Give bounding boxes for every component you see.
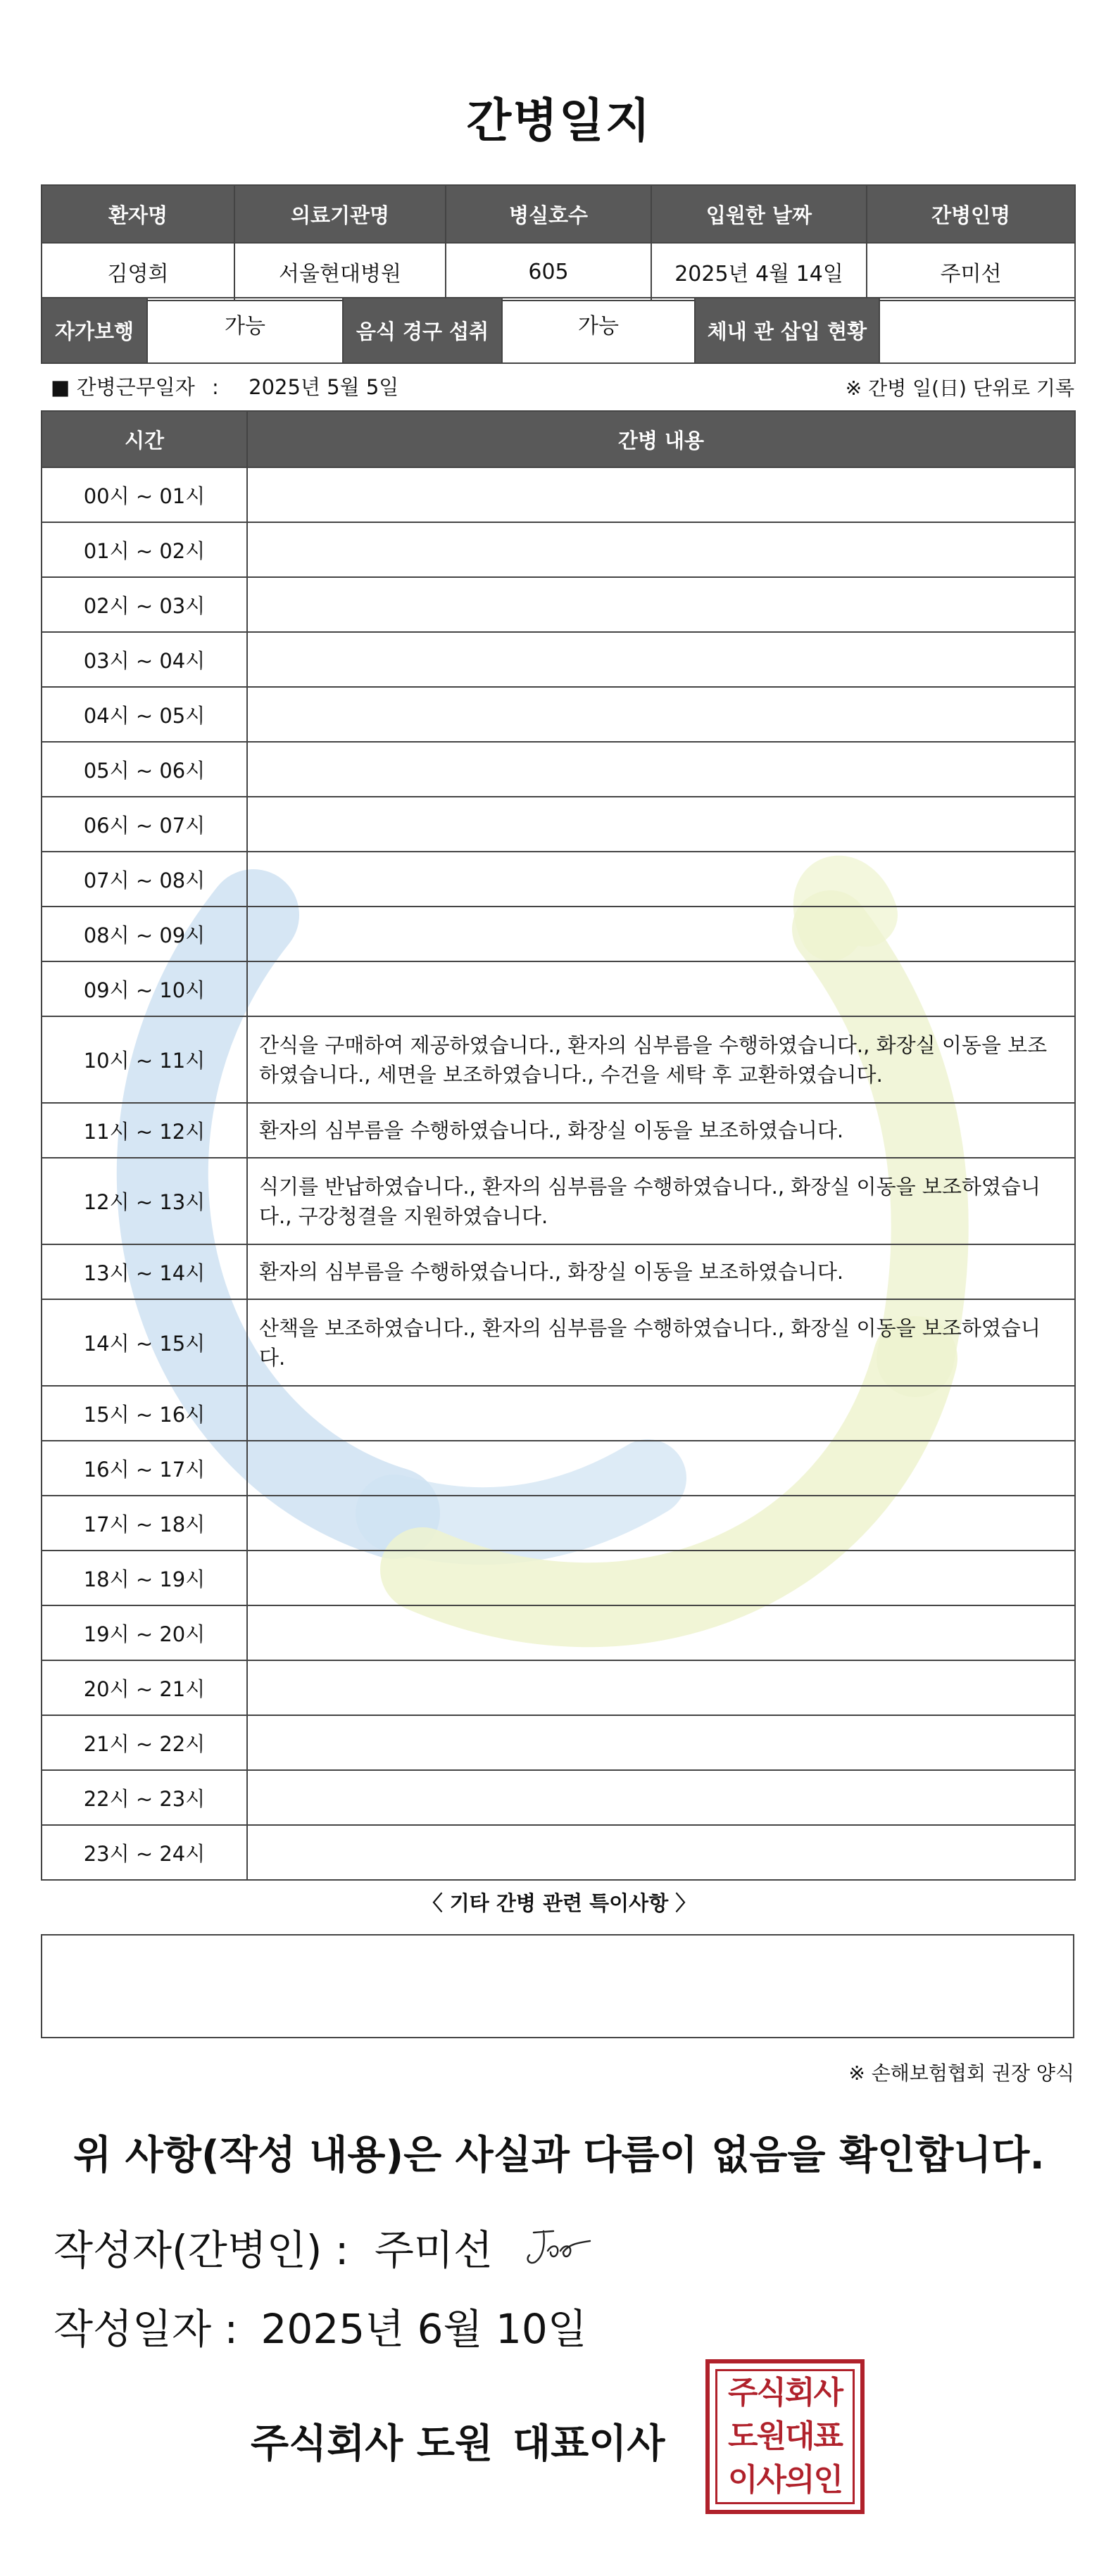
walk-label: 자가보행 <box>42 298 147 363</box>
time-slot: 16시 ~ 17시 <box>42 1441 247 1496</box>
table-row <box>42 1386 1075 1441</box>
care-content <box>247 907 1075 961</box>
time-slot: 10시 ~ 11시 <box>42 1016 247 1103</box>
care-content <box>247 1386 1075 1441</box>
seal-inner-border <box>715 2369 855 2504</box>
seal-text-row: 이사의인 <box>727 2462 842 2498</box>
table-row <box>42 1158 1075 1244</box>
document-title: 간병일지 <box>466 94 652 148</box>
care-content: 산책을 보조하였습니다., 환자의 심부름을 수행하였습니다., 화장실 이동을 보조하였습니다. <box>247 1299 1075 1386</box>
care-content <box>247 467 1075 522</box>
company-name: 주식회사 도원 <box>251 2421 494 2467</box>
time-slot: 02시 ~ 03시 <box>42 577 247 632</box>
table-row <box>42 1496 1075 1551</box>
care-log-header-row <box>42 411 1075 467</box>
time-slot: 15시 ~ 16시 <box>42 1386 247 1441</box>
care-content <box>247 1605 1075 1660</box>
care-content <box>247 742 1075 797</box>
meal-value: 가능 <box>502 298 695 363</box>
care-content <box>247 577 1075 632</box>
table-row <box>42 1770 1075 1825</box>
writer-label: 작성자(간병인) : <box>54 2226 349 2274</box>
time-slot: 07시 ~ 08시 <box>42 852 247 907</box>
care-content: 환자의 심부름을 수행하였습니다., 화장실 이동을 보조하였습니다. <box>247 1103 1075 1158</box>
time-slot: 09시 ~ 10시 <box>42 961 247 1016</box>
written-date-label: 작성일자 : <box>54 2305 239 2353</box>
table-row <box>42 797 1075 852</box>
patient-condition-row <box>42 298 1075 363</box>
time-slot: 04시 ~ 05시 <box>42 687 247 742</box>
tube-label: 체내 관 삽입 현황 <box>695 298 879 363</box>
care-content <box>247 961 1075 1016</box>
form-source-note: ※ 손해보험협회 권장 양식 <box>848 2062 1074 2085</box>
table-row <box>42 1244 1075 1299</box>
work-date-bar <box>41 366 1074 403</box>
care-content <box>247 1551 1075 1605</box>
header-caregiver-name: 간병인명 <box>867 185 1075 243</box>
admission-date: 2025년 4월 14일 <box>651 243 867 301</box>
patient-condition-table <box>41 297 1076 364</box>
tube-value <box>879 298 1075 363</box>
company-signature-line <box>251 2413 665 2469</box>
time-slot: 08시 ~ 09시 <box>42 907 247 961</box>
table-row <box>42 467 1075 522</box>
table-row <box>42 852 1075 907</box>
work-date-label: ■ 간병근무일자 <box>51 375 195 399</box>
header-hospital-name: 의료기관명 <box>234 185 446 243</box>
time-slot: 12시 ~ 13시 <box>42 1158 247 1244</box>
work-date-separator: : <box>212 375 219 399</box>
care-content <box>247 522 1075 577</box>
written-date-line <box>54 2296 587 2355</box>
writer-name: 주미선 <box>374 2226 493 2274</box>
time-slot: 22시 ~ 23시 <box>42 1770 247 1825</box>
other-notes-title: 〈 기타 간병 관련 특이사항 〉 <box>422 1891 696 1915</box>
patient-info-table <box>41 184 1076 301</box>
work-date-value: 2025년 5월 5일 <box>249 375 399 399</box>
header-care-content: 간병 내용 <box>247 411 1075 467</box>
care-content <box>247 1441 1075 1496</box>
caregiver-name: 주미선 <box>867 243 1075 301</box>
table-row <box>42 577 1075 632</box>
care-content: 식기를 반납하였습니다., 환자의 심부름을 수행하였습니다., 화장실 이동을 보조하였습니다., 구강청결을 지원하였습니다. <box>247 1158 1075 1244</box>
time-slot: 11시 ~ 12시 <box>42 1103 247 1158</box>
care-log-body <box>42 467 1075 1880</box>
table-row <box>42 1551 1075 1605</box>
written-date-value: 2025년 6월 10일 <box>260 2305 587 2353</box>
time-slot: 14시 ~ 15시 <box>42 1299 247 1386</box>
time-slot: 18시 ~ 19시 <box>42 1551 247 1605</box>
table-row <box>42 742 1075 797</box>
care-content <box>247 797 1075 852</box>
table-row <box>42 1103 1075 1158</box>
care-content <box>247 1825 1075 1880</box>
header-patient-name: 환자명 <box>42 185 234 243</box>
seal-text-row: 도원대표 <box>727 2418 842 2454</box>
table-row <box>42 1016 1075 1103</box>
patient-info-header-row <box>42 185 1075 243</box>
time-slot: 03시 ~ 04시 <box>42 632 247 687</box>
time-slot: 13시 ~ 14시 <box>42 1244 247 1299</box>
company-seal-stamp <box>705 2359 865 2514</box>
table-row <box>42 1605 1075 1660</box>
table-row <box>42 1825 1075 1880</box>
care-content <box>247 1715 1075 1770</box>
patient-info-value-row <box>42 243 1075 301</box>
table-row <box>42 1299 1075 1386</box>
time-slot: 19시 ~ 20시 <box>42 1605 247 1660</box>
time-slot: 05시 ~ 06시 <box>42 742 247 797</box>
table-row <box>42 1441 1075 1496</box>
header-time: 시간 <box>42 411 247 467</box>
walk-value: 가능 <box>147 298 343 363</box>
patient-name: 김영희 <box>42 243 234 301</box>
hospital-name: 서울현대병원 <box>234 243 446 301</box>
time-slot: 00시 ~ 01시 <box>42 467 247 522</box>
care-content <box>247 1496 1075 1551</box>
table-row <box>42 1660 1075 1715</box>
time-slot: 21시 ~ 22시 <box>42 1715 247 1770</box>
table-row <box>42 687 1075 742</box>
care-content: 환자의 심부름을 수행하였습니다., 화장실 이동을 보조하였습니다. <box>247 1244 1075 1299</box>
work-date <box>51 372 398 400</box>
care-content <box>247 1660 1075 1715</box>
header-admission-date: 입원한 날짜 <box>651 185 867 243</box>
table-row <box>42 961 1075 1016</box>
care-content <box>247 852 1075 907</box>
other-notes-box <box>41 1934 1074 2038</box>
table-row <box>42 1715 1075 1770</box>
care-content <box>247 1770 1075 1825</box>
care-content <box>247 632 1075 687</box>
time-slot: 06시 ~ 07시 <box>42 797 247 852</box>
room-number: 605 <box>446 243 651 301</box>
care-log-table <box>41 410 1076 1881</box>
signature-image <box>520 2223 597 2272</box>
time-slot: 01시 ~ 02시 <box>42 522 247 577</box>
table-row <box>42 632 1075 687</box>
time-slot: 20시 ~ 21시 <box>42 1660 247 1715</box>
meal-label: 음식 경구 섭취 <box>343 298 502 363</box>
seal-text-row: 주식회사 <box>727 2375 842 2411</box>
writer-line <box>54 2217 505 2276</box>
time-slot: 17시 ~ 18시 <box>42 1496 247 1551</box>
table-row <box>42 522 1075 577</box>
header-room-number: 병실호수 <box>446 185 651 243</box>
table-row <box>42 907 1075 961</box>
work-date-note: ※ 간병 일(日) 단위로 기록 <box>845 377 1074 400</box>
care-content <box>247 687 1075 742</box>
representative-title: 대표이사 <box>513 2421 665 2467</box>
care-content: 간식을 구매하여 제공하였습니다., 환자의 심부름을 수행하였습니다., 화장실 이동을 보조하였습니다., 세면을 보조하였습니다., 수건을 세탁 후 교환하였습니다. <box>247 1016 1075 1103</box>
confirmation-statement: 위 사항(작성 내용)은 사실과 다름이 없음을 확인합니다. <box>73 2133 1045 2178</box>
time-slot: 23시 ~ 24시 <box>42 1825 247 1880</box>
